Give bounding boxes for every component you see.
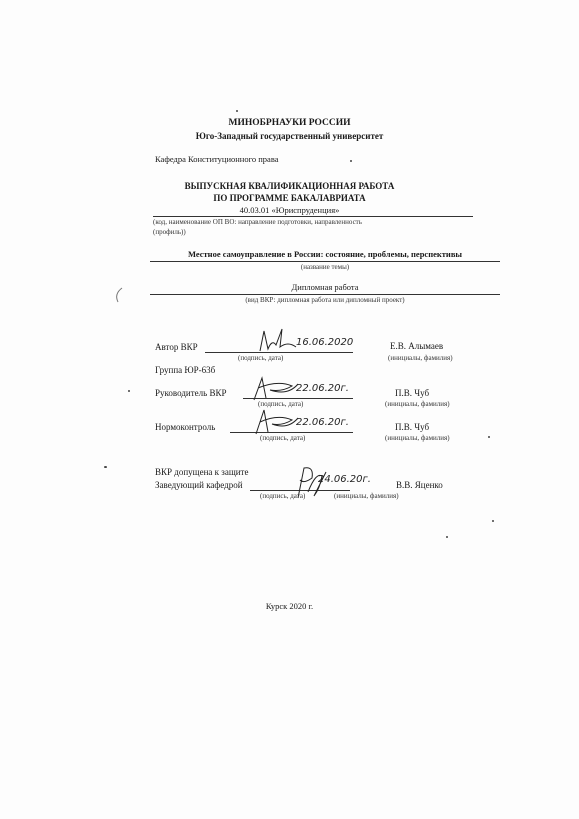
head-sign-caption: (подпись, дата): [260, 492, 306, 500]
author-sign-caption: (подпись, дата): [238, 354, 284, 362]
normcontrol-label: Нормоконтроль: [155, 422, 216, 432]
work-type-caption: (вид ВКР: дипломная работа или дипломный проект): [245, 296, 405, 304]
work-type-underline: [150, 294, 500, 295]
normcontrol-sign-caption: (подпись, дата): [260, 434, 306, 442]
admission-text: ВКР допущена к защите: [155, 467, 249, 477]
profile-caption: (профиль)): [153, 228, 186, 236]
department-name: Кафедра Конституционного права: [155, 154, 279, 164]
head-name: В.В. Яценко: [396, 480, 443, 490]
program-code: 40.03.01 «Юриспруденция»: [239, 205, 340, 215]
scan-speck: [350, 160, 352, 162]
group-label: Группа ЮР-63б: [155, 365, 216, 375]
author-name-caption: (инициалы, фамилия): [388, 354, 453, 362]
city-year: Курск 2020 г.: [265, 601, 314, 611]
head-label: Заведующий кафедрой: [155, 480, 243, 490]
topic-caption: (название темы): [300, 263, 350, 271]
normcontrol-name: П.В. Чуб: [395, 422, 430, 432]
topic-text: Местное самоуправление в России: состояние, проблемы, перспективы: [187, 249, 463, 259]
supervisor-label: Руководитель ВКР: [155, 388, 227, 398]
supervisor-date: 22.06.20г.: [296, 383, 349, 394]
scan-mark-icon: [112, 286, 126, 309]
scan-speck: [236, 110, 238, 112]
author-date: 16.06.2020: [296, 337, 354, 348]
scan-speck: [492, 520, 494, 522]
university-name: Юго-Западный государственный университет: [195, 131, 384, 141]
supervisor-name-caption: (инициалы, фамилия): [385, 400, 450, 408]
author-label: Автор ВКР: [155, 342, 198, 352]
topic-underline: [150, 261, 500, 262]
supervisor-sign-caption: (подпись, дата): [258, 400, 304, 408]
head-signature-icon: [290, 462, 340, 507]
normcontrol-name-caption: (инициалы, фамилия): [385, 434, 450, 442]
work-title-line2: ПО ПРОГРАММЕ БАКАЛАВРИАТА: [213, 193, 366, 203]
scan-speck: [128, 390, 130, 392]
program-caption: (код, наименование ОП ВО: направление подготовки, направленность: [153, 218, 362, 226]
work-type-text: Дипломная работа: [291, 282, 359, 292]
head-name-caption: (инициалы, фамилия): [334, 492, 399, 500]
author-name: Е.В. Алымаев: [390, 341, 444, 351]
scan-speck: [104, 466, 107, 468]
program-underline: [153, 216, 473, 217]
ministry-title: МИНОБРНАУКИ РОССИИ: [228, 118, 351, 128]
normcontrol-date: 22.06.20г.: [296, 417, 349, 428]
supervisor-name: П.В. Чуб: [395, 388, 430, 398]
scan-speck: [446, 536, 448, 538]
work-title-line1: ВЫПУСКНАЯ КВАЛИФИКАЦИОННАЯ РАБОТА: [184, 181, 395, 191]
scan-speck: [488, 436, 490, 438]
head-date: 24.06.20г.: [318, 474, 371, 485]
